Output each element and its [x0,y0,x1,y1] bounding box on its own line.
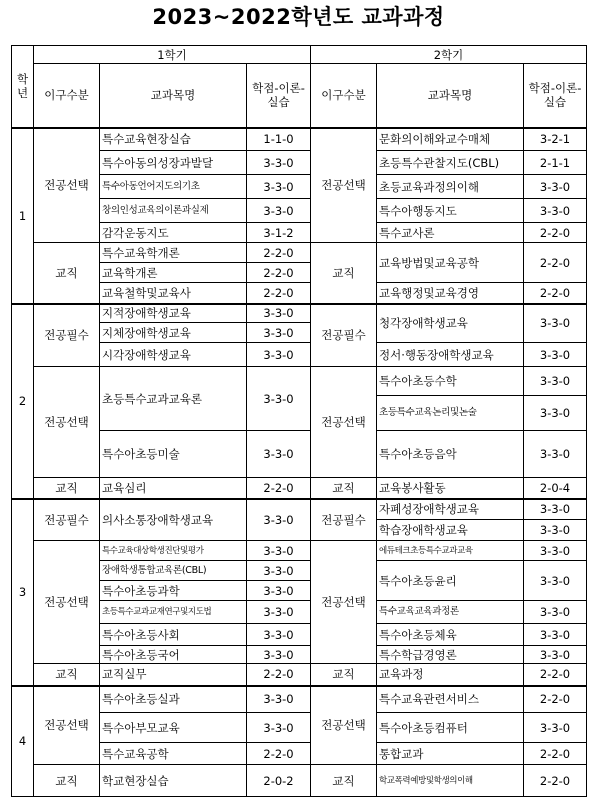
course-name: 초등특수교과교재연구및지도법 [100,601,247,624]
course-name: 특수아동의성장과발달 [100,151,247,175]
course-credit: 3-3-0 [524,431,587,478]
course-credit: 3-3-0 [524,601,587,624]
course-credit: 3-3-0 [247,499,311,541]
course-credit: 2-2-0 [524,765,587,797]
course-credit: 3-3-0 [247,541,311,561]
course-name: 특수아초등국어 [100,646,247,664]
course-name: 교육봉사활동 [377,478,524,499]
course-credit: 3-3-0 [524,199,587,223]
course-name: 특수아초등음악 [377,431,524,478]
course-name: 교육방법및교육공학 [377,243,524,283]
course-credit: 2-2-0 [524,686,587,713]
course-name: 학교폭력예방및학생의이해 [377,765,524,797]
course-name: 학교현장실습 [100,765,247,797]
course-credit: 2-0-4 [524,478,587,499]
course-credit: 2-2-0 [524,743,587,765]
course-header-sem2: 교과목명 [377,64,524,128]
course-credit: 3-3-0 [524,624,587,646]
course-credit: 3-3-0 [524,499,587,520]
course-credit: 2-2-0 [524,664,587,686]
course-name: 특수아부모교육 [100,713,247,743]
course-credit: 3-3-0 [247,199,311,223]
course-credit: 2-2-0 [247,243,311,263]
grade-number: 1 [12,128,34,304]
course-name: 초등특수교과교육론 [100,367,247,431]
course-credit: 2-1-1 [524,151,587,175]
course-credit: 3-3-0 [524,343,587,367]
course-name: 청각장애학생교육 [377,304,524,343]
semester1-header: 1학기 [34,46,311,64]
course-name: 특수아초등체육 [377,624,524,646]
course-credit: 3-3-0 [247,646,311,664]
course-name: 특수교육관련서비스 [377,686,524,713]
course-name: 특수아동언어지도의기초 [100,175,247,199]
course-name: 특수아초등윤리 [377,561,524,601]
course-name: 의사소통장애학생교육 [100,499,247,541]
course-credit: 3-3-0 [524,304,587,343]
course-credit: 2-2-0 [247,664,311,686]
course-credit: 3-3-0 [524,520,587,541]
course-credit: 3-3-0 [247,624,311,646]
course-type: 교직 [311,478,377,499]
course-type: 교직 [311,664,377,686]
course-credit: 3-3-0 [524,646,587,664]
course-name: 교육과정 [377,664,524,686]
course-credit: 3-3-0 [247,431,311,478]
course-credit: 1-1-0 [247,128,311,151]
type-header-sem2: 이구수분 [311,64,377,128]
course-type: 전공필수 [34,499,100,541]
course-type: 교직 [34,765,100,797]
course-credit: 3-3-0 [247,686,311,713]
course-credit: 3-3-0 [524,713,587,743]
course-type: 전공선택 [34,686,100,765]
course-name: 특수아초등미술 [100,431,247,478]
grade-header: 학년 [12,46,34,128]
course-credit: 3-3-0 [524,175,587,199]
course-name: 시각장애학생교육 [100,343,247,367]
course-name: 창의인성교육의이론과실제 [100,199,247,223]
course-type: 교직 [34,664,100,686]
course-name: 특수교육대상학생진단및평가 [100,541,247,561]
type-header-sem1: 이구수분 [34,64,100,128]
semester2-header: 2학기 [311,46,587,64]
course-name: 자폐성장애학생교육 [377,499,524,520]
course-name: 특수아초등사회 [100,624,247,646]
course-credit: 3-2-1 [524,128,587,151]
course-name: 특수아행동지도 [377,199,524,223]
course-credit: 2-0-2 [247,765,311,797]
course-credit: 3-3-0 [247,601,311,624]
course-type: 교직 [34,243,100,304]
course-name: 특수교육학개론 [100,243,247,263]
course-credit: 3-3-0 [247,175,311,199]
course-name: 문화의이해와교수매체 [377,128,524,151]
course-credit: 3-3-0 [247,304,311,323]
course-name: 교육철학및교육사 [100,283,247,304]
course-name: 학습장애학생교육 [377,520,524,541]
course-type: 전공선택 [34,367,100,478]
course-credit: 3-3-0 [524,367,587,396]
course-name: 에듀테크초등특수교과교육 [377,541,524,561]
course-name: 교육학개론 [100,263,247,283]
course-credit: 3-3-0 [247,151,311,175]
course-type: 전공선택 [34,128,100,243]
course-name: 특수학급경영론 [377,646,524,664]
course-credit: 3-3-0 [524,561,587,601]
grade-number: 4 [12,686,34,797]
course-name: 교육행정및교육경영 [377,283,524,304]
course-name: 초등특수관찰지도(CBL) [377,151,524,175]
course-credit: 3-3-0 [524,396,587,431]
course-type: 전공선택 [311,541,377,664]
course-credit: 3-3-0 [247,581,311,601]
course-name: 초등특수교육논리및논술 [377,396,524,431]
course-credit: 3-3-0 [247,367,311,431]
course-name: 장애학생통합교육론(CBL) [100,561,247,581]
course-name: 특수교육교육과정론 [377,601,524,624]
course-credit: 3-3-0 [247,713,311,743]
course-name: 감각운동지도 [100,223,247,243]
course-credit: 3-3-0 [524,541,587,561]
course-name: 지적장애학생교육 [100,304,247,323]
course-credit: 2-2-0 [524,243,587,283]
course-type: 교직 [34,478,100,499]
course-name: 통합교과 [377,743,524,765]
course-name: 특수교육현장실습 [100,128,247,151]
course-name: 지체장애학생교육 [100,323,247,343]
course-name: 특수아초등과학 [100,581,247,601]
course-credit: 2-2-0 [247,283,311,304]
course-credit: 3-3-0 [247,323,311,343]
course-name: 특수아초등실과 [100,686,247,713]
course-credit: 2-2-0 [524,283,587,304]
course-credit: 2-2-0 [247,743,311,765]
course-name: 특수교육공학 [100,743,247,765]
course-credit: 2-2-0 [524,223,587,243]
course-type: 전공선택 [311,686,377,765]
course-name: 정서·행동장애학생교육 [377,343,524,367]
course-name: 교직실무 [100,664,247,686]
credit-header-sem1: 학점-이론-실습 [247,64,311,128]
course-type: 교직 [311,243,377,304]
course-name: 초등교육과정의이해 [377,175,524,199]
course-name: 특수교사론 [377,223,524,243]
credit-header-sem2: 학점-이론-실습 [524,64,587,128]
course-type: 전공필수 [311,499,377,541]
course-header-sem1: 교과목명 [100,64,247,128]
grade-number: 2 [12,304,34,499]
course-credit: 3-3-0 [247,343,311,367]
course-type: 교직 [311,765,377,797]
course-type: 전공선택 [311,367,377,478]
course-credit: 2-2-0 [247,478,311,499]
page-title: 2023~2022학년도 교과과정 [152,5,445,29]
course-credit: 3-3-0 [247,561,311,581]
course-type: 전공필수 [311,304,377,367]
course-type: 전공필수 [34,304,100,367]
course-type: 전공선택 [311,128,377,243]
course-credit: 3-1-2 [247,223,311,243]
grade-number: 3 [12,499,34,686]
course-type: 전공선택 [34,541,100,664]
course-credit: 2-2-0 [247,263,311,283]
curriculum-table [11,45,587,797]
course-name: 교육심리 [100,478,247,499]
course-name: 특수아초등컴퓨터 [377,713,524,743]
course-name: 특수아초등수학 [377,367,524,396]
